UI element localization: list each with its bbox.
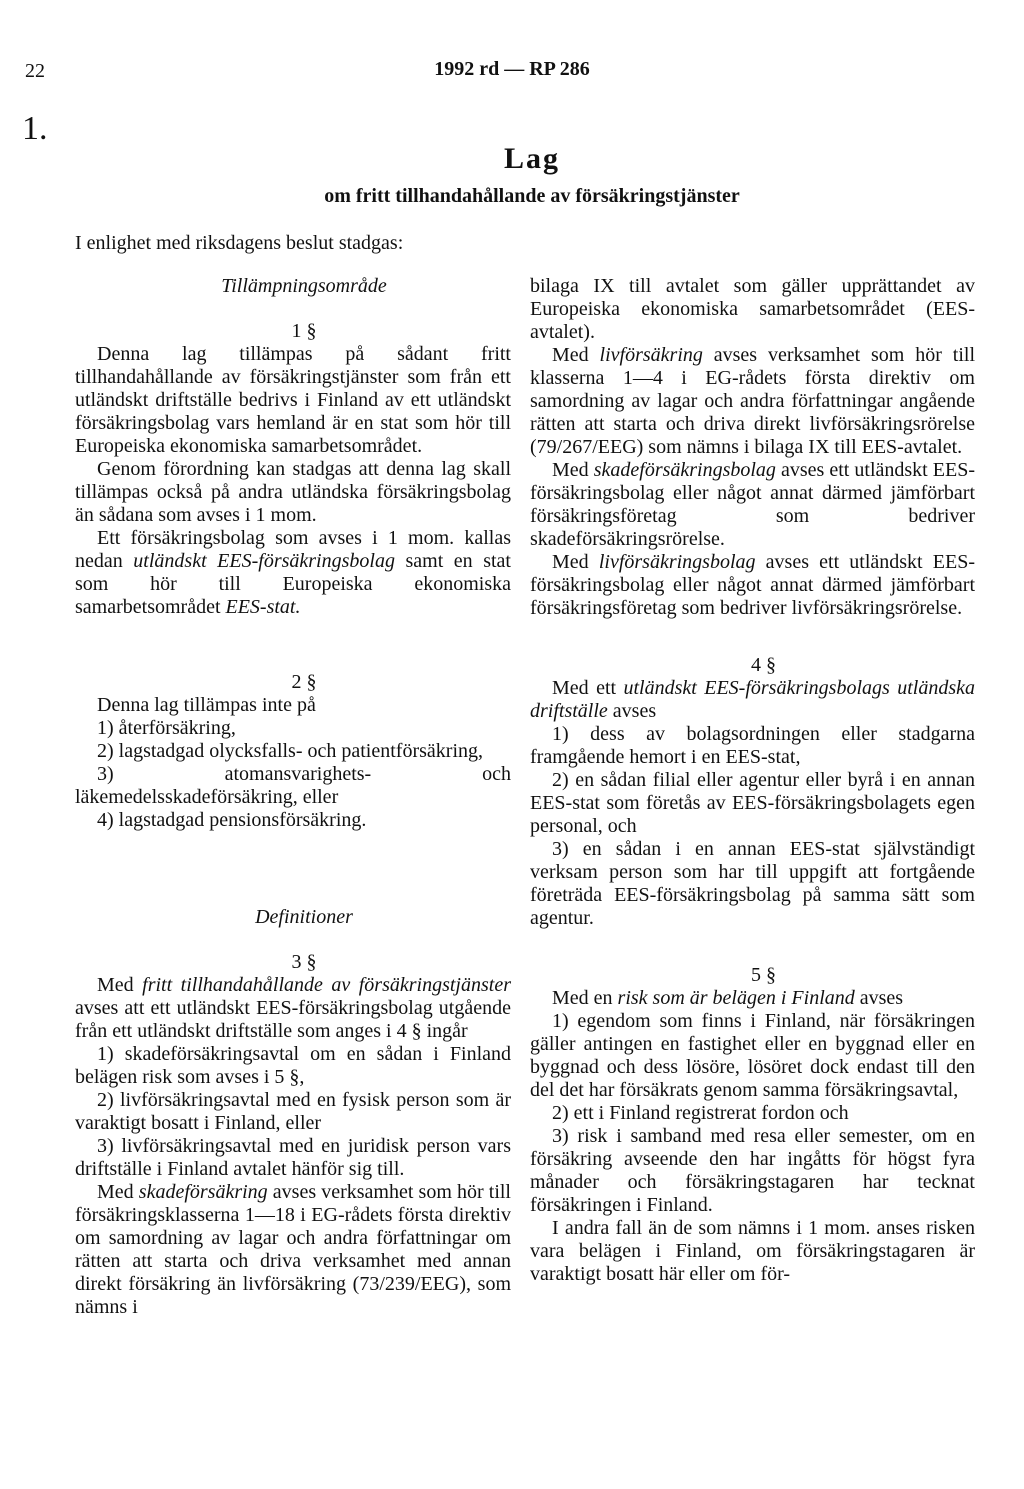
list-item: 4) lagstadgad pensionsförsäkring.	[97, 809, 367, 831]
paragraph: bilaga IX till avtalet som gäller upprättandet av Europeiska ekonomiska samarbetsområdet (EES-avtalet).	[530, 275, 975, 343]
section-label: 1 §	[291, 320, 317, 342]
paragraph: Ett försäkringsbolag som avses i 1 mom. kallas nedan utländskt EES-försäkringsbolag samt en stat som hör till Europeiska ekonomiska samarbetsområdet EES-stat.	[75, 527, 511, 618]
paragraph: Med fritt tillhandahållande av försäkringstjänster avses att ett utländskt EES-försäkringsbolag utgående från ett utländskt driftställe som anges i 4 § ingår	[75, 974, 511, 1042]
law-title: Lag	[503, 142, 560, 175]
list-item: 2) lagstadgad olycksfalls- och patientförsäkring,	[97, 740, 483, 762]
list-item: 3) atomansvarighets- och läkemedelsskadeförsäkring, eller	[75, 763, 511, 808]
paragraph: I andra fall än de som nämns i 1 mom. anses risken vara belägen i Finland, om försäkringstagaren är varaktigt bosatt här eller om för-	[530, 1217, 975, 1285]
list-item: 1) skadeförsäkringsavtal om en sådan i Finland belägen risk som avses i 5 §,	[75, 1043, 511, 1088]
section-label: 4 §	[751, 654, 776, 676]
list-item: 1) återförsäkring,	[97, 717, 236, 739]
chapter-heading: Definitioner	[255, 906, 353, 928]
list-item: 2) livförsäkringsavtal med en fysisk person som är varaktigt bosatt i Finland, eller	[75, 1089, 511, 1134]
list-item: 3) en sådan i en annan EES-stat självständigt verksam person som har till uppgift att fortgående företräda EES-försäkringsbolag på samma sätt som agentur.	[530, 838, 975, 929]
law-subtitle: om fritt tillhandahållande av försäkringstjänster	[324, 185, 740, 207]
list-item: 3) livförsäkringsavtal med en juridisk person vars driftställe i Finland avtalet hänför sig till.	[75, 1135, 511, 1180]
paragraph: Med skadeförsäkringsbolag avses ett utländskt EES-försäkringsbolag eller något annat därmed jämförbart försäkringsföretag som bedriver skadeförsäkringsrörelse.	[530, 459, 975, 550]
paragraph: Med livförsäkring avses verksamhet som hör till klasserna 1—4 i EG-rådets första direktiv om samordning av lagar och andra författningar angående rätten att starta och driva direkt livförsäkringsrörelse (79/267/EEG) som nämns i bilaga IX till EES-avtalet.	[530, 344, 975, 458]
chapter-heading: Tillämpningsområde	[221, 275, 387, 297]
right-column	[530, 275, 975, 1286]
page-number: 22	[25, 60, 45, 82]
law-number: 1.	[22, 110, 48, 147]
paragraph: Genom förordning kan stadgas att denna lag skall tillämpas också på andra utländska försäkringsbolag än sådana som avses i 1 mom.	[75, 458, 511, 526]
list-item: 2) ett i Finland registrerat fordon och	[552, 1102, 849, 1124]
paragraph: Med en risk som är belägen i Finland avses	[552, 987, 904, 1009]
enactment-clause: I enlighet med riksdagens beslut stadgas:	[75, 232, 404, 254]
section-label: 3 §	[291, 951, 317, 973]
paragraph: Denna lag tillämpas på sådant fritt tillhandahållande av försäkringstjänster som från ett utländskt driftställe bedrivs i Finland av ett utländskt försäkringsbolag vars hemland är en stat som hör till Europeiska ekonomiska samarbetsområdet.	[75, 343, 511, 457]
section-label: 5 §	[751, 964, 776, 986]
paragraph: Med ett utländskt EES-försäkringsbolags utländska driftställe avses	[530, 677, 975, 722]
left-column	[75, 275, 511, 1319]
list-item: 1) egendom som finns i Finland, när försäkringen gäller antingen en fastighet eller en byggnad eller en byggnad och dess lösöre, lösöret dock endast till den del det har försäkrats genom samma försäkringsavtal,	[530, 1010, 975, 1101]
list-item: 1) dess av bolagsordningen eller stadgarna framgående hemort i en EES-stat,	[530, 723, 975, 768]
section-label: 2 §	[291, 671, 317, 693]
list-item: 2) en sådan filial eller agentur eller byrå i en annan EES-stat som företås av EES-försäkringsbolagets egen personal, och	[530, 769, 975, 837]
paragraph: Denna lag tillämpas inte på	[97, 694, 316, 716]
list-item: 3) risk i samband med resa eller semester, om en försäkring avseende den har ingåtts för högst fyra månader och försäkringstagaren har tecknat försäkringen i Finland.	[530, 1125, 975, 1216]
running-header: 1992 rd — RP 286	[434, 58, 590, 80]
paragraph: Med livförsäkringsbolag avses ett utländskt EES-försäkringsbolag eller något annat därmed jämförbart försäkringsföretag som bedriver livförsäkringsrörelse.	[530, 551, 975, 619]
paragraph: Med skadeförsäkring avses verksamhet som hör till försäkringsklasserna 1—18 i EG-rådets första direktiv om samordning av lagar och andra författningar om rätten att starta och driva verksamhet med annan direkt försäkring än livförsäkring (73/239/EEG), som nämns i	[75, 1181, 511, 1318]
